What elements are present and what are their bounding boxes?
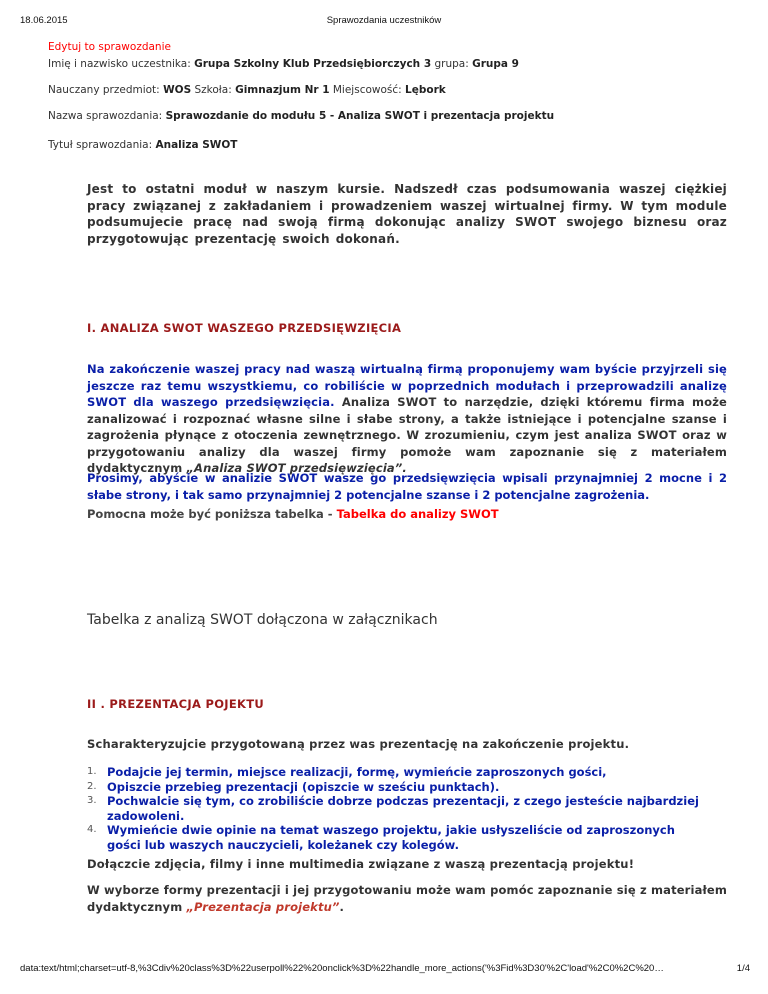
presentation-material-paragraph xyxy=(87,882,727,915)
list-item-number: 3. xyxy=(87,795,97,806)
list-item-text: Wymieńcie dwie opinie na temat waszego projektu, jakie usłyszeliście od zaproszonych gości lub waszych nauczycieli, koleżanek czy kolegów. xyxy=(107,823,675,852)
print-url: data:text/html;charset=utf-8,%3Cdiv%20class%3D%22userpoll%22%20onclick%3D%22handle_more_actions('%3Fid%3D30'%2C'load'%2C0%2C%20… xyxy=(20,963,664,974)
section-title-swot: I. ANALIZA SWOT WASZEGO PRZEDSIĘWZIĘCIA xyxy=(87,321,402,335)
presentation-material-end: . xyxy=(339,899,345,914)
report-title-value: Analiza SWOT xyxy=(155,139,238,151)
student-value: Grupa Szkolny Klub Przedsiębiorczych 3 xyxy=(194,58,432,70)
swot-requirements-paragraph: Prosimy, abyście w analizie SWOT wasze go przedsięwzięcia wpisali przynajmniej 2 mocne i 2 słabe strony, i tak samo przynajmniej 2 potencjalne szanse i 2 potencjalne zagrożenia. xyxy=(87,471,727,502)
section-title-presentation: II . PREZENTACJA POJEKTU xyxy=(87,697,264,711)
list-item xyxy=(87,823,707,852)
presentation-task-list xyxy=(87,765,707,852)
subject-value: WOS xyxy=(163,84,192,96)
presentation-material-title: „Prezentacja projektu” xyxy=(186,899,340,914)
swot-call-to-action: Na zakończenie waszej pracy nad waszą wirtualną firmą proponujemy wam byście przyjrzeli się jeszcze raz temu wszystkiemu, co robiliście w poprzednich modułach i przeprowadzili analizę SWOT dla waszego przedsięwzięcia. xyxy=(87,362,727,409)
city-value: Lębork xyxy=(405,84,446,96)
report-name-value: Sprawozdanie do modułu 5 - Analiza SWOT i prezentacja projektu xyxy=(165,110,555,122)
group-label: grupa: xyxy=(434,58,469,70)
swot-table-link[interactable]: Tabelka do analizy SWOT xyxy=(336,507,499,521)
meta-report-title-row xyxy=(48,139,237,151)
meta-report-name-row xyxy=(48,110,554,122)
report-title-label: Tytuł sprawozdania: xyxy=(48,139,153,151)
meta-school-row xyxy=(48,84,446,96)
swot-explanation: Analiza SWOT to narzędzie, dzięki któremu firma może zanalizować i rozpoznać własne silne i słabe strony, a także istniejące i potencjalne szanse i zagrożenia płynące z otoczenia zewnętrznego. W zrozumieniu, czym jest analiza SWOT oraz w przygotowaniu analizy dla waszej firmy pomoże wam zapoznanie się z materiałem dydaktycznym xyxy=(87,395,727,475)
group-value: Grupa 9 xyxy=(472,58,519,70)
list-item-text: Pochwalcie się tym, co zrobiliście dobrze podczas prezentacji, z czego jesteście najbardziej zadowoleni. xyxy=(107,794,699,823)
list-item-text: Podajcie jej termin, miejsce realizacji, formę, wymieńcie zaproszonych gości, xyxy=(107,765,607,779)
intro-paragraph: Jest to ostatni moduł w naszym kursie. Nadszedł czas podsumowania waszej ciężkiej pracy związanej z zakładaniem i prowadzeniem waszej wirtualnej firmy. W tym module podsumujecie pracę nad swoją firmą dokonując analizy SWOT swojego biznesu oraz przygotowując prezentację swoich dokonań. xyxy=(87,182,727,246)
swot-table-hint-text: Pomocna może być poniższa tabelka - xyxy=(87,507,337,521)
swot-description-paragraph xyxy=(87,361,727,477)
presentation-material-text: W wyborze formy prezentacji i jej przygotowaniu może wam pomóc zapoznanie się z materiałem dydaktycznym xyxy=(87,883,727,914)
list-item xyxy=(87,780,707,795)
report-name-label: Nazwa sprawozdania: xyxy=(48,110,163,122)
print-page-number: 1/4 xyxy=(736,963,750,974)
list-item-text: Opiszcie przebieg prezentacji (opiszcie w sześciu punktach). xyxy=(107,779,500,794)
swot-table-hint xyxy=(87,507,727,521)
list-item-number: 1. xyxy=(87,766,97,777)
presentation-intro: Scharakteryzujcie przygotowaną przez was prezentację na zakończenie projektu. xyxy=(87,737,630,751)
list-item-number: 4. xyxy=(87,824,97,835)
print-title: Sprawozdania uczestników xyxy=(326,15,442,26)
meta-student-row xyxy=(48,58,519,70)
list-item xyxy=(87,794,707,823)
edit-report-link[interactable]: Edytuj to sprawozdanie xyxy=(48,41,171,53)
city-label: Miejscowość: xyxy=(332,84,402,96)
print-date: 18.06.2015 xyxy=(20,15,68,26)
swot-material-title: „Analiza SWOT przedsięwzięcia”. xyxy=(186,461,407,475)
list-item xyxy=(87,765,707,780)
subject-label: Nauczany przedmiot: xyxy=(48,84,160,96)
list-item-number: 2. xyxy=(87,780,97,792)
student-label: Imię i nazwisko uczestnika: xyxy=(48,58,191,70)
school-value: Gimnazjum Nr 1 xyxy=(235,84,330,96)
attachment-note: Tabelka z analizą SWOT dołączona w załącznikach xyxy=(87,612,438,628)
school-label: Szkoła: xyxy=(194,84,232,96)
multimedia-note: Dołączcie zdjęcia, filmy i inne multimedia związane z waszą prezentacją projektu! xyxy=(87,857,635,871)
